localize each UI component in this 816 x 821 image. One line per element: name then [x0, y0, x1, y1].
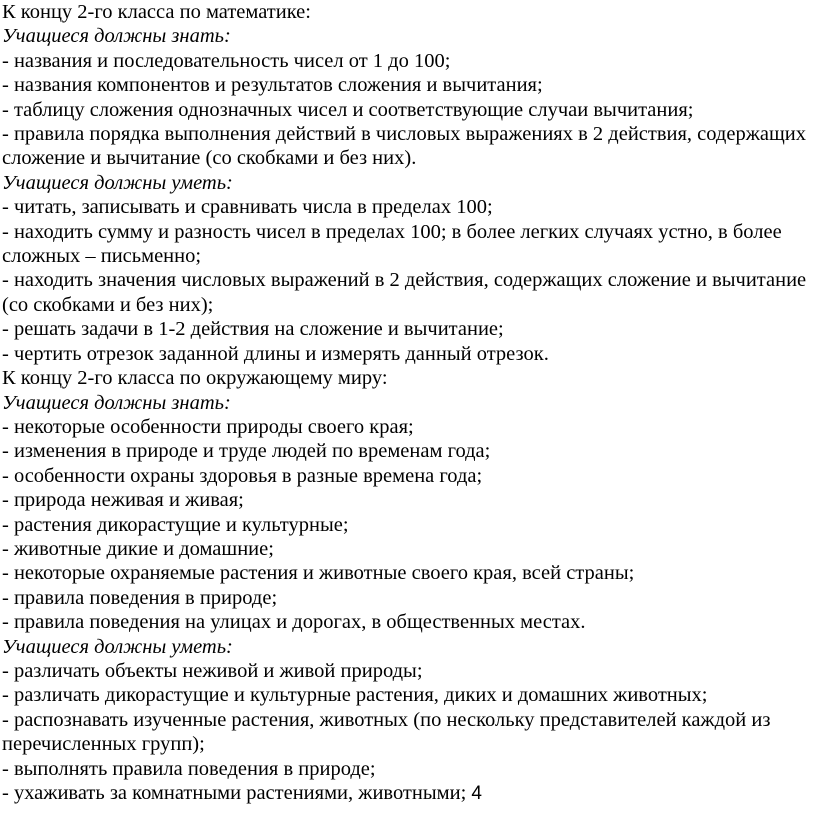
list-item: - таблицу сложения однозначных чисел и соответствующие случаи вычитания; — [2, 98, 694, 121]
list-item-last — [2, 781, 810, 806]
list-item: - чертить отрезок заданной длины и измерять данный отрезок. — [2, 342, 549, 365]
list-item: - различать объекты неживой и живой природы; — [2, 659, 423, 682]
list-item: - находить сумму и разность чисел в пределах 100; в более легких случаях устно, в более сложных – письменно; — [2, 220, 782, 268]
list-item: - особенности охраны здоровья в разные времена года; — [2, 464, 483, 487]
list-item: - различать дикорастущие и культурные растения, диких и домашних животных; — [2, 684, 708, 707]
list-item: - выполнять правила поведения в природе; — [2, 757, 376, 780]
list-item: - решать задачи в 1-2 действия на сложение и вычитание; — [2, 318, 504, 341]
list-item: - растения дикорастущие и культурные; — [2, 513, 349, 536]
list-item: - некоторые особенности природы своего края; — [2, 415, 414, 438]
math-know-heading: Учащиеся должны знать: — [2, 25, 231, 48]
list-item: - природа неживая и живая; — [2, 489, 244, 512]
list-item: - распознавать изученные растения, животных (по нескольку представителей каждой из перечисленных групп); — [2, 708, 771, 756]
list-item: - животные дикие и домашние; — [2, 537, 274, 560]
page-number: 4 — [471, 783, 482, 804]
world-heading: К концу 2-го класса по окружающему миру: — [2, 367, 388, 390]
list-item: - читать, записывать и сравнивать числа в пределах 100; — [2, 196, 493, 219]
world-know-heading: Учащиеся должны знать: — [2, 391, 231, 414]
list-item: - правила порядка выполнения действий в числовых выражениях в 2 действия, содержащих сложение и вычитание (со скобками и без них). — [2, 123, 806, 170]
list-item: - изменения в природе и труде людей по временам года; — [2, 440, 491, 463]
world-can-heading: Учащиеся должны уметь: — [2, 635, 233, 658]
list-item: - названия компонентов и результатов сложения и вычитания; — [2, 74, 543, 97]
list-item: - правила поведения в природе; — [2, 586, 278, 609]
list-item: - находить значения числовых выражений в 2 действия, содержащих сложение и вычитание (со скобками и без них); — [2, 269, 807, 316]
last-line-text: - ухаживать за комнатными растениями, животными; — [2, 782, 467, 804]
list-item: - некоторые охраняемые растения и животные своего края, всей страны; — [2, 562, 635, 585]
list-item: - названия и последовательность чисел от 1 до 100; — [2, 49, 451, 72]
list-item: - правила поведения на улицах и дорогах, в общественных местах. — [2, 611, 586, 634]
math-can-heading: Учащиеся должны уметь: — [2, 171, 233, 194]
math-heading: К концу 2-го класса по математике: — [2, 1, 311, 23]
